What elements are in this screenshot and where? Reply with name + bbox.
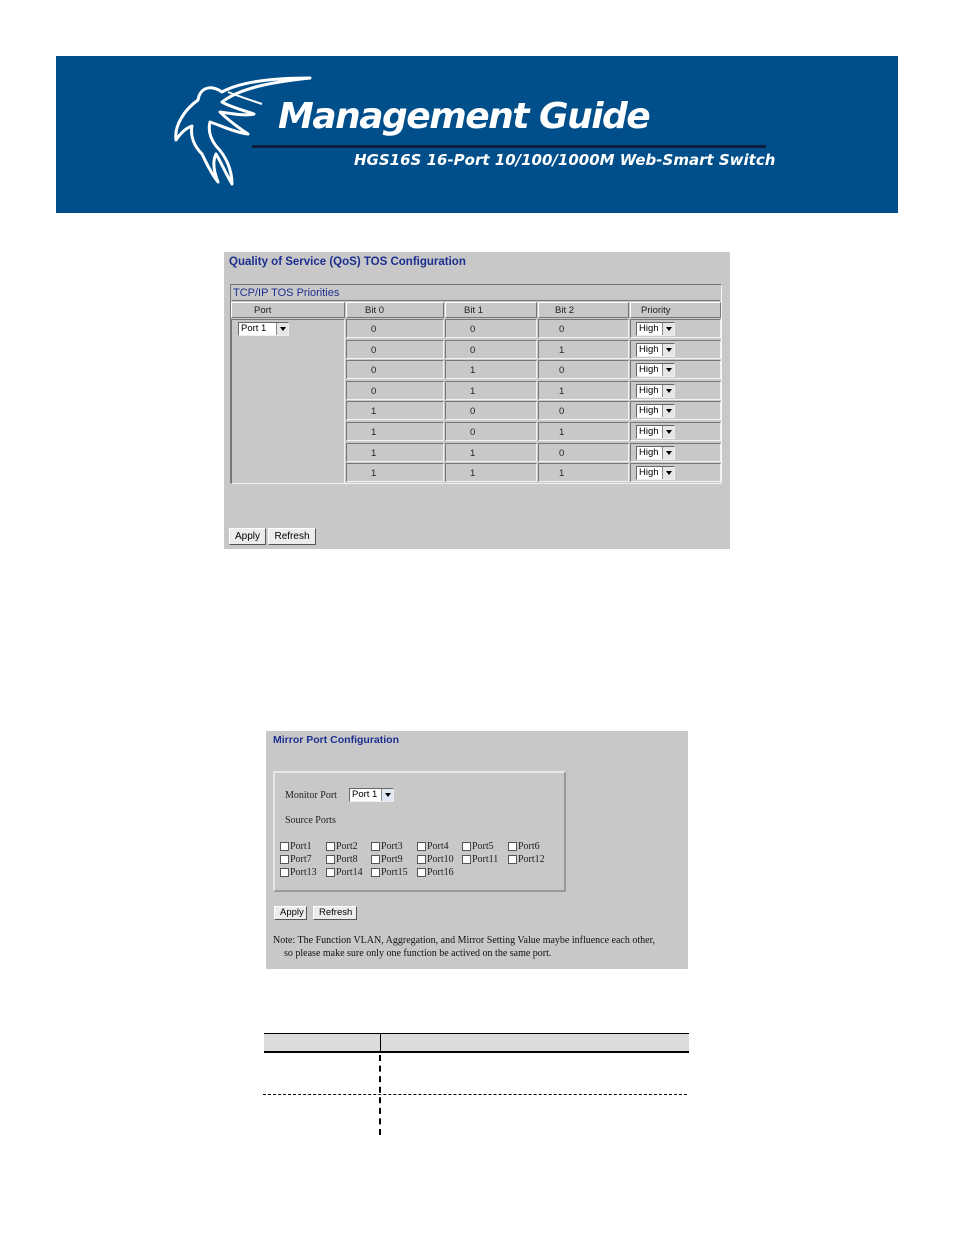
port-checkbox-label: Port7 xyxy=(290,854,312,865)
priority-select-value: High xyxy=(639,426,659,437)
header-banner xyxy=(56,56,898,213)
tos-row-4-bit2: 1 xyxy=(538,381,629,400)
column-header-port: Port xyxy=(231,302,345,318)
port-checkbox[interactable] xyxy=(462,855,471,864)
dropdown-arrow-icon[interactable] xyxy=(662,323,674,335)
port-select-value: Port 1 xyxy=(241,323,267,334)
column-header-bit0: Bit 0 xyxy=(346,302,444,318)
port-checkbox-label: Port9 xyxy=(381,854,403,865)
tos-row-6-bit2: 1 xyxy=(538,422,629,441)
priority-select[interactable] xyxy=(636,363,675,377)
port-checkbox[interactable] xyxy=(371,842,380,851)
port-checkbox[interactable] xyxy=(417,855,426,864)
mirror-apply-button[interactable]: Apply xyxy=(274,906,307,920)
tos-row-2-priority-cell xyxy=(630,340,721,359)
column-header-priority: Priority xyxy=(630,302,721,318)
port-checkbox[interactable] xyxy=(508,842,517,851)
dropdown-arrow-icon[interactable] xyxy=(662,385,674,397)
tos-row-2-bit2: 1 xyxy=(538,340,629,359)
parameter-table-header xyxy=(264,1033,689,1053)
port-checkbox-label: Port12 xyxy=(518,854,545,865)
mirror-refresh-button[interactable]: Refresh xyxy=(313,906,357,920)
tos-row-3-bit1: 1 xyxy=(445,360,537,379)
tos-row-8-bit2: 1 xyxy=(538,463,629,482)
priority-select-value: High xyxy=(639,446,659,458)
qos-panel-title: Quality of Service (QoS) TOS Configuration xyxy=(229,256,466,268)
tos-row-8-priority-cell xyxy=(630,463,721,482)
mirror-settings-group xyxy=(273,771,566,892)
priority-select-value: High xyxy=(639,343,659,355)
tos-priorities-group xyxy=(230,284,722,484)
port-checkbox[interactable] xyxy=(326,855,335,864)
tos-table xyxy=(231,302,721,484)
tos-row-5-bit0: 1 xyxy=(346,401,444,420)
port-checkbox[interactable] xyxy=(462,842,471,851)
priority-select[interactable] xyxy=(636,384,675,398)
table-column-divider xyxy=(380,1033,381,1053)
port-checkbox-label: Port1 xyxy=(290,841,312,852)
port-checkbox[interactable] xyxy=(417,842,426,851)
tos-row-5-priority-cell xyxy=(630,401,721,420)
priority-select[interactable] xyxy=(636,343,675,357)
port-checkbox[interactable] xyxy=(371,855,380,864)
port-checkbox-label: Port11 xyxy=(472,854,499,865)
dropdown-arrow-icon[interactable] xyxy=(662,467,674,479)
source-ports-label: Source Ports xyxy=(285,815,336,826)
tos-row-4-bit1: 1 xyxy=(445,381,537,400)
title-underline xyxy=(252,145,766,148)
tos-row-1-bit0: 0 xyxy=(346,319,444,338)
port-checkbox[interactable] xyxy=(417,868,426,877)
tos-row-1-bit2: 0 xyxy=(538,319,629,338)
tos-row-8-bit0: 1 xyxy=(346,463,444,482)
table-row-separator xyxy=(263,1094,687,1095)
tos-row-8-bit1: 1 xyxy=(445,463,537,482)
tos-row-1-priority-cell xyxy=(630,319,721,338)
priority-select-value: High xyxy=(639,405,659,417)
note-line-2: so please make sure only one function be actived on the same port. xyxy=(284,948,552,959)
tos-row-7-priority-cell xyxy=(630,443,721,462)
port-checkbox-label: Port16 xyxy=(427,867,454,878)
priority-select-value: High xyxy=(639,364,659,376)
port-checkbox[interactable] xyxy=(280,842,289,851)
priority-select[interactable] xyxy=(636,466,675,480)
column-header-bit2: Bit 2 xyxy=(538,302,629,318)
tos-row-7-bit0: 1 xyxy=(346,443,444,462)
priority-select[interactable] xyxy=(636,425,675,439)
priority-select[interactable] xyxy=(636,322,675,336)
priority-select-value: High xyxy=(639,467,659,479)
qos-refresh-button[interactable]: Refresh xyxy=(268,528,316,545)
port-checkbox[interactable] xyxy=(326,868,335,877)
tos-row-5-bit1: 0 xyxy=(445,401,537,420)
tos-row-1-bit1: 0 xyxy=(445,319,537,338)
priority-select-value: High xyxy=(639,323,659,334)
qos-apply-button[interactable]: Apply xyxy=(229,528,266,545)
tos-row-4-bit0: 0 xyxy=(346,381,444,400)
port-checkbox[interactable] xyxy=(371,868,380,877)
tos-row-3-priority-cell xyxy=(630,360,721,379)
priority-select[interactable] xyxy=(636,404,675,418)
page-title: Management Guide xyxy=(278,96,650,137)
dropdown-arrow-icon[interactable] xyxy=(662,364,674,376)
monitor-port-select[interactable] xyxy=(349,788,394,802)
tos-row-2-bit1: 0 xyxy=(445,340,537,359)
tos-row-7-bit1: 1 xyxy=(445,443,537,462)
port-checkbox-label: Port4 xyxy=(427,841,449,852)
port-checkbox[interactable] xyxy=(280,855,289,864)
product-subtitle: HGS16S 16-Port 10/100/1000M Web-Smart Switch xyxy=(354,151,776,169)
qos-tos-panel xyxy=(224,252,730,549)
dropdown-arrow-icon[interactable] xyxy=(662,344,674,356)
dropdown-arrow-icon[interactable] xyxy=(662,426,674,438)
port-checkbox-label: Port10 xyxy=(427,854,454,865)
tos-section-heading: TCP/IP TOS Priorities xyxy=(232,286,720,301)
port-select[interactable] xyxy=(238,322,289,336)
note-line-1: Note: The Function VLAN, Aggregation, and Mirror Setting Value maybe influence each other, xyxy=(273,935,656,946)
monitor-port-label: Monitor Port xyxy=(285,790,337,801)
port-checkbox-label: Port14 xyxy=(336,867,363,878)
dropdown-arrow-icon[interactable] xyxy=(662,405,674,417)
port-checkbox[interactable] xyxy=(280,868,289,877)
mirror-port-panel xyxy=(266,731,688,969)
port-checkbox-label: Port2 xyxy=(336,841,358,852)
column-header-bit1: Bit 1 xyxy=(445,302,537,318)
port-cell xyxy=(231,319,345,484)
tos-row-3-bit2: 0 xyxy=(538,360,629,379)
dropdown-arrow-icon[interactable] xyxy=(381,789,393,801)
tos-row-4-priority-cell xyxy=(630,381,721,400)
table-column-separator xyxy=(379,1055,381,1135)
port-checkbox[interactable] xyxy=(326,842,335,851)
port-checkbox-label: Port15 xyxy=(381,867,408,878)
tos-row-7-bit2: 0 xyxy=(538,443,629,462)
priority-select-value: High xyxy=(639,384,659,396)
port-checkbox-label: Port5 xyxy=(472,841,494,852)
dropdown-arrow-icon[interactable] xyxy=(662,447,674,459)
tos-row-2-bit0: 0 xyxy=(346,340,444,359)
priority-select[interactable] xyxy=(636,446,675,460)
tos-row-6-bit1: 0 xyxy=(445,422,537,441)
monitor-port-value: Port 1 xyxy=(352,789,378,800)
dropdown-arrow-icon[interactable] xyxy=(276,323,288,335)
port-checkbox-label: Port8 xyxy=(336,854,358,865)
tos-row-3-bit0: 0 xyxy=(346,360,444,379)
tos-row-6-priority-cell xyxy=(630,422,721,441)
mirror-panel-title: Mirror Port Configuration xyxy=(273,734,399,746)
port-checkbox-label: Port13 xyxy=(290,867,317,878)
port-checkbox-label: Port6 xyxy=(518,841,540,852)
tos-row-6-bit0: 1 xyxy=(346,422,444,441)
tos-row-5-bit2: 0 xyxy=(538,401,629,420)
mirror-note xyxy=(273,934,655,960)
port-checkbox-label: Port3 xyxy=(381,841,403,852)
port-checkbox[interactable] xyxy=(508,855,517,864)
